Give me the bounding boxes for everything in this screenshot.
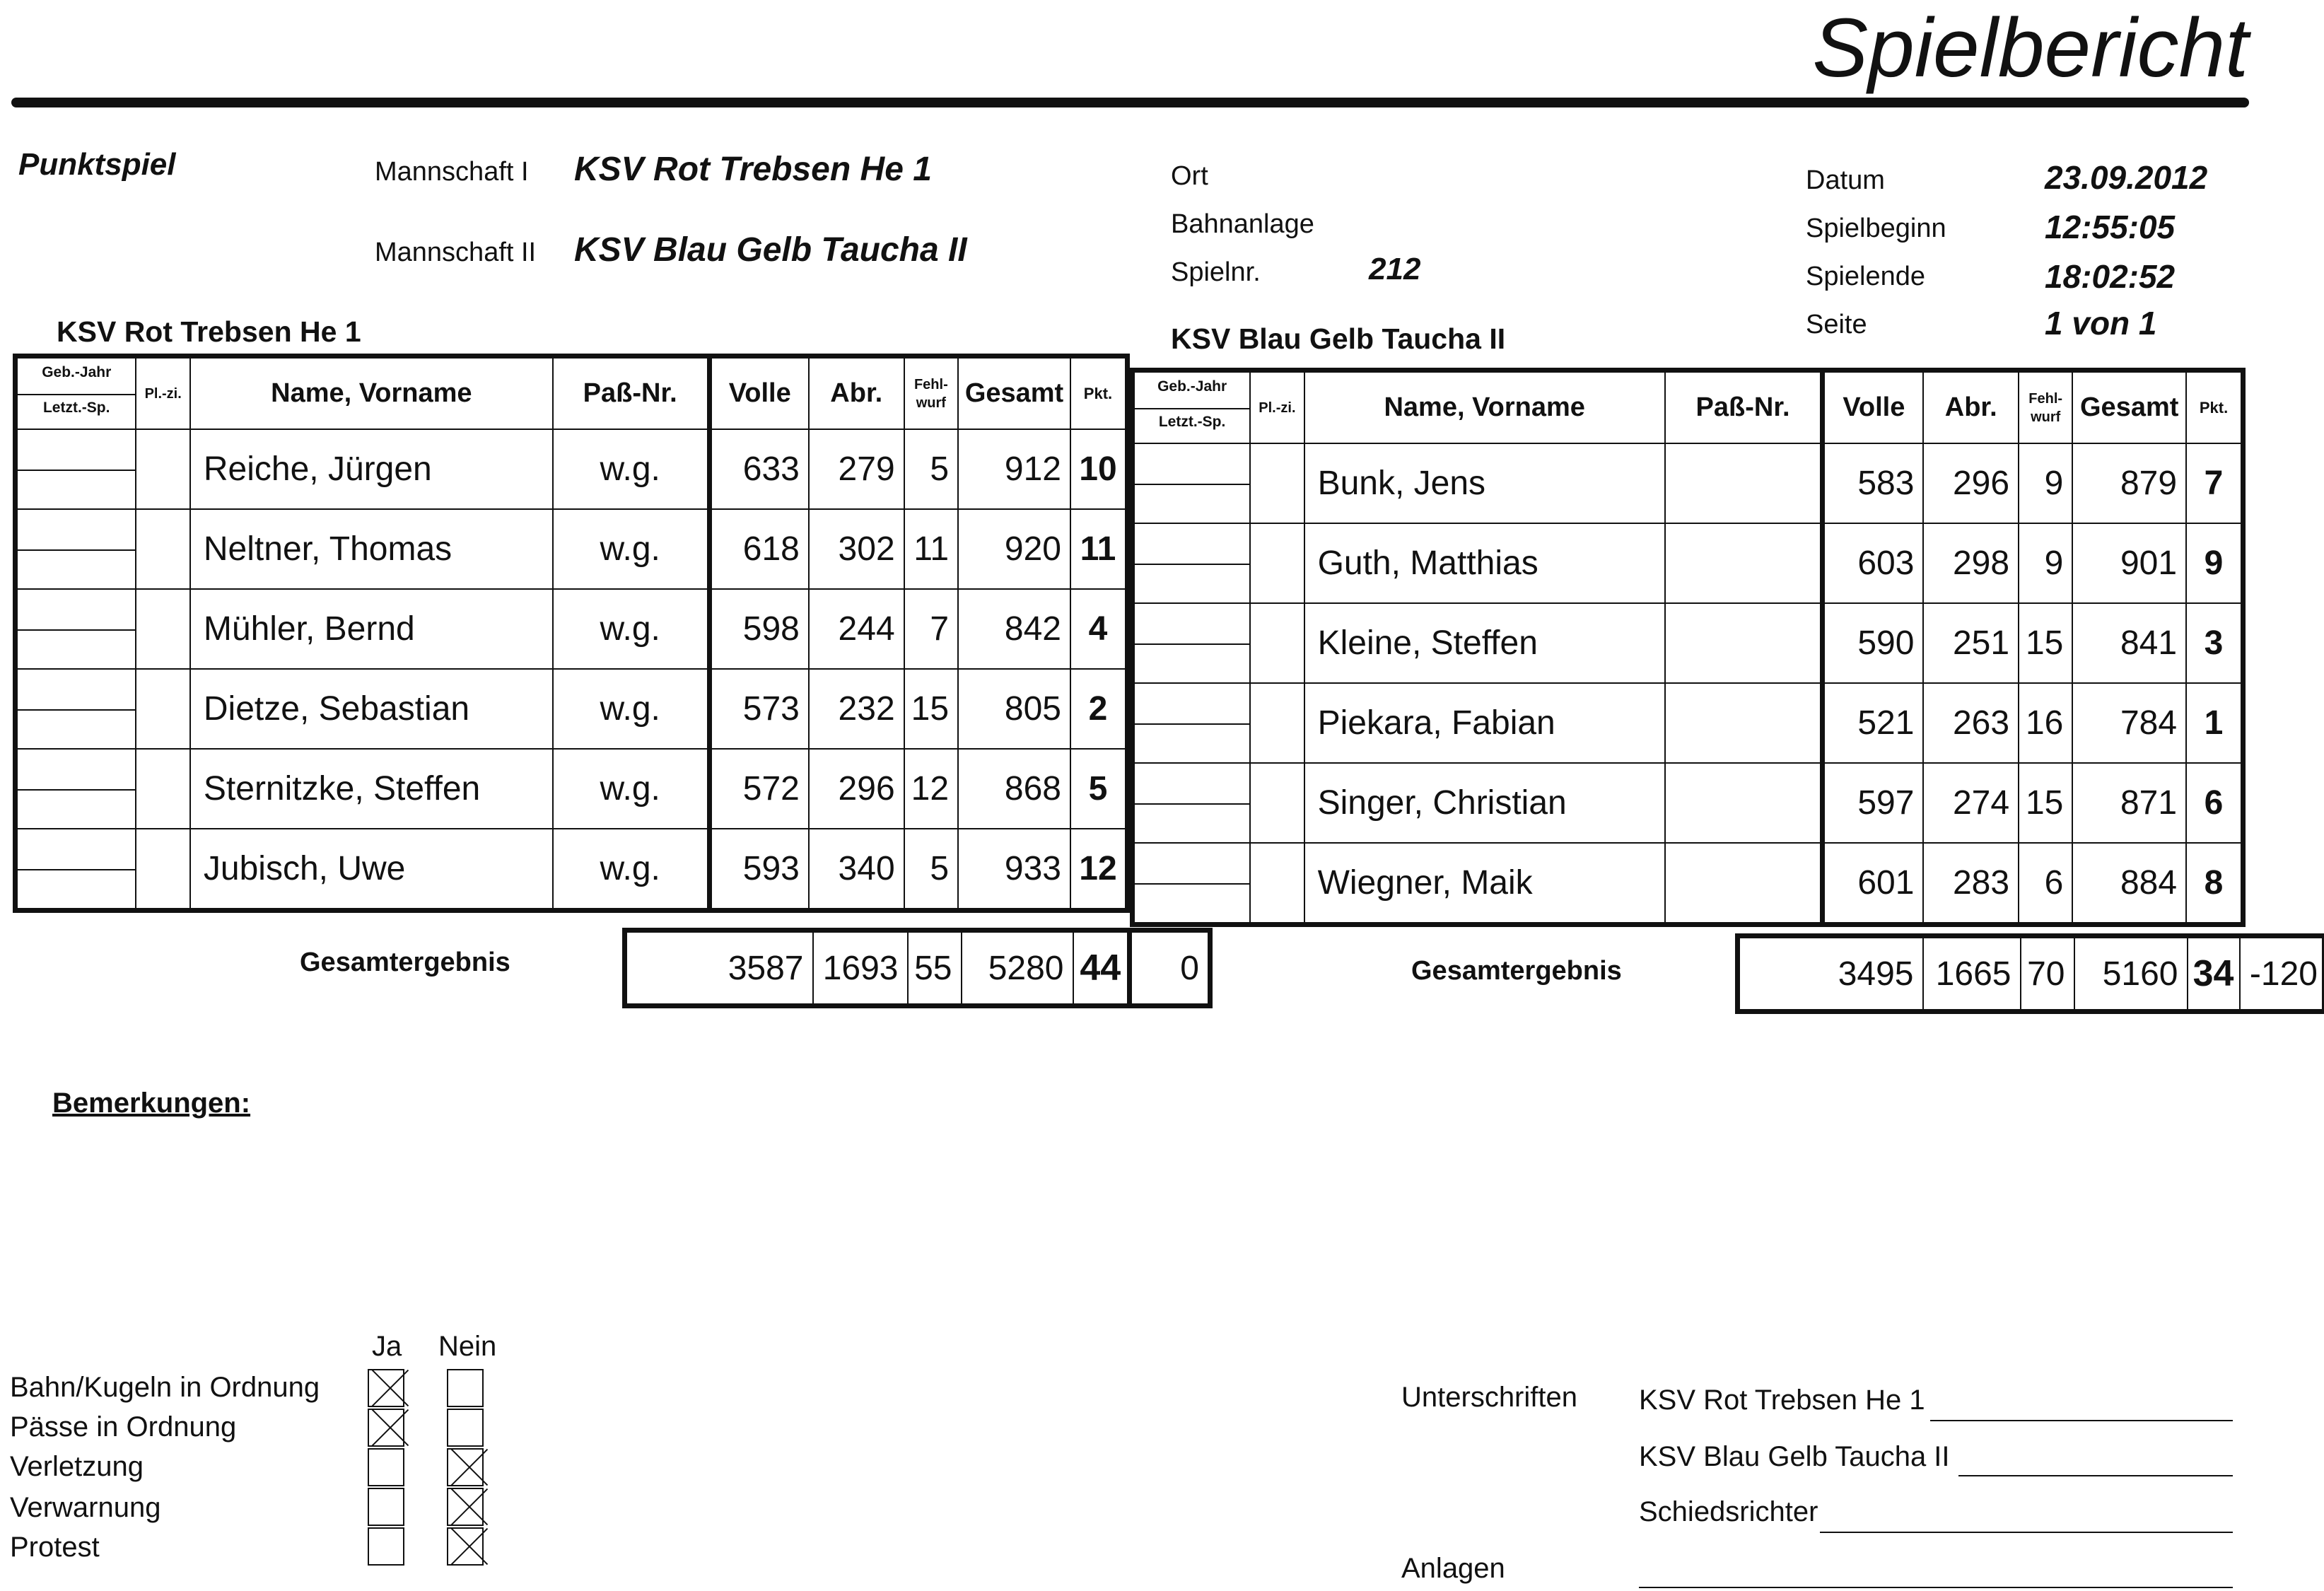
signature-team2-line[interactable] <box>1958 1475 2233 1476</box>
gesamt-value: 784 <box>2072 683 2186 763</box>
datum-value: 23.09.2012 <box>2045 159 2208 196</box>
spielbeginn-label: Spielbeginn <box>1806 214 1946 243</box>
geb-cell <box>1133 603 1251 683</box>
geb-jahr-header: Geb.-Jahr Letzt.-Sp. <box>16 356 136 430</box>
abr-value: 283 <box>1923 843 2019 925</box>
player-name: Neltner, Thomas <box>190 509 553 589</box>
away-total-fehl: 70 <box>2021 936 2074 1012</box>
geb-cell <box>1133 683 1251 763</box>
name-header: Name, Vorname <box>1304 371 1665 444</box>
player-name: Jubisch, Uwe <box>190 829 553 911</box>
away-total-gesamt: 5160 <box>2074 936 2188 1012</box>
pl-cell <box>1250 523 1304 603</box>
abr-value: 263 <box>1923 683 2019 763</box>
team2-label: Mannschaft II <box>375 238 537 267</box>
pl-cell <box>1250 443 1304 523</box>
checkbox-protest-nein[interactable] <box>447 1527 484 1566</box>
seite-value: 1 von 1 <box>2045 305 2157 342</box>
home-total-volle: 3587 <box>625 931 813 1006</box>
volle-value: 583 <box>1823 443 1924 523</box>
gesamt-value: 868 <box>958 749 1070 829</box>
pass-nr: w.g. <box>553 829 709 911</box>
spielnr-value: 212 <box>1369 252 1421 286</box>
fehlwurf-header: Fehl-wurf <box>904 356 958 430</box>
table-row <box>16 829 1128 911</box>
pass-header: Paß-Nr. <box>553 356 709 430</box>
checkbox-bahn-ja[interactable] <box>368 1369 404 1407</box>
ja-label: Ja <box>372 1331 402 1362</box>
signature-team1-label: KSV Rot Trebsen He 1 <box>1639 1385 1925 1416</box>
table-row <box>1133 603 2243 683</box>
fehl-value: 9 <box>2019 523 2072 603</box>
abr-value: 274 <box>1923 763 2019 843</box>
pkt-value: 5 <box>1070 749 1128 829</box>
home-score-table <box>13 354 1130 913</box>
checkbox-paesse-ja[interactable] <box>368 1409 404 1447</box>
pass-nr: w.g. <box>553 589 709 669</box>
away-total-extra: -120 <box>2240 936 2324 1012</box>
seite-label: Seite <box>1806 310 1867 339</box>
away-total-pkt: 34 <box>2188 936 2240 1012</box>
away-total-abr: 1665 <box>1923 936 2021 1012</box>
pkt-value: 8 <box>2186 843 2243 925</box>
fehl-value: 16 <box>2019 683 2072 763</box>
pass-nr <box>1665 443 1823 523</box>
away-total-table <box>1735 933 2324 1014</box>
fehlwurf-header: Fehl-wurf <box>2019 371 2072 444</box>
pass-header: Paß-Nr. <box>1665 371 1823 444</box>
pkt-value: 2 <box>1070 669 1128 749</box>
pkt-value: 11 <box>1070 509 1128 589</box>
checkbox-verwarnung-ja[interactable] <box>368 1488 404 1526</box>
check-label-verwarnung: Verwarnung <box>10 1492 161 1523</box>
pl-cell <box>136 429 189 509</box>
gesamt-value: 920 <box>958 509 1070 589</box>
fehl-value: 15 <box>904 669 958 749</box>
gesamt-header: Gesamt <box>958 356 1070 430</box>
pass-nr: w.g. <box>553 429 709 509</box>
pkt-value: 3 <box>2186 603 2243 683</box>
pkt-value: 9 <box>2186 523 2243 603</box>
gesamt-value: 841 <box>2072 603 2186 683</box>
signature-referee-label: Schiedsrichter <box>1639 1496 1818 1527</box>
volle-value: 598 <box>709 589 809 669</box>
home-total-fehl: 55 <box>908 931 962 1006</box>
team1-label: Mannschaft I <box>375 157 529 187</box>
fehl-value: 15 <box>2019 603 2072 683</box>
nein-label: Nein <box>438 1331 497 1362</box>
player-name: Mühler, Bernd <box>190 589 553 669</box>
gesamt-value: 901 <box>2072 523 2186 603</box>
attachments-line[interactable] <box>1639 1587 2233 1588</box>
abr-header: Abr. <box>809 356 904 430</box>
fehl-value: 15 <box>2019 763 2072 843</box>
datum-label: Datum <box>1806 165 1885 195</box>
gesamt-value: 805 <box>958 669 1070 749</box>
pl-cell <box>136 509 189 589</box>
checkbox-verletzung-ja[interactable] <box>368 1448 404 1486</box>
pkt-value: 4 <box>1070 589 1128 669</box>
table-row <box>1133 683 2243 763</box>
gesamt-value: 842 <box>958 589 1070 669</box>
volle-value: 593 <box>709 829 809 911</box>
checkbox-verwarnung-nein[interactable] <box>447 1488 484 1526</box>
table-row <box>1133 763 2243 843</box>
pass-nr <box>1665 523 1823 603</box>
spielende-value: 18:02:52 <box>2045 258 2176 295</box>
home-total-label: Gesamtergebnis <box>300 948 510 977</box>
home-total-pkt: 44 <box>1073 931 1130 1006</box>
bahnanlage-label: Bahnanlage <box>1171 209 1314 239</box>
gesamt-value: 933 <box>958 829 1070 911</box>
fehl-value: 11 <box>904 509 958 589</box>
table-row <box>16 589 1128 669</box>
pass-nr <box>1665 603 1823 683</box>
pkt-value: 12 <box>1070 829 1128 911</box>
geb-cell <box>1133 523 1251 603</box>
abr-value: 296 <box>1923 443 2019 523</box>
signature-team2-label: KSV Blau Gelb Taucha II <box>1639 1441 1950 1472</box>
pass-nr: w.g. <box>553 749 709 829</box>
abr-value: 302 <box>809 509 904 589</box>
volle-value: 601 <box>1823 843 1924 925</box>
abr-value: 340 <box>809 829 904 911</box>
abr-value: 251 <box>1923 603 2019 683</box>
table-row <box>1133 523 2243 603</box>
volle-header: Volle <box>1823 371 1924 444</box>
fehl-value: 9 <box>2019 443 2072 523</box>
check-label-protest: Protest <box>10 1532 100 1563</box>
geb-cell <box>16 509 136 589</box>
player-name: Sternitzke, Steffen <box>190 749 553 829</box>
team1-name: KSV Rot Trebsen He 1 <box>574 151 932 188</box>
pl-cell <box>1250 603 1304 683</box>
signatures-label: Unterschriften <box>1401 1382 1577 1413</box>
team2-name: KSV Blau Gelb Taucha II <box>574 231 967 269</box>
match-type: Punktspiel <box>18 147 176 182</box>
volle-value: 590 <box>1823 603 1924 683</box>
abr-value: 244 <box>809 589 904 669</box>
name-header: Name, Vorname <box>190 356 553 430</box>
home-total-abr: 1693 <box>813 931 908 1006</box>
abr-header: Abr. <box>1923 371 2019 444</box>
checkbox-paesse-nein[interactable] <box>447 1409 484 1447</box>
geb-jahr-header: Geb.-Jahr Letzt.-Sp. <box>1133 371 1251 444</box>
player-name: Wiegner, Maik <box>1304 843 1665 925</box>
table-row <box>1133 443 2243 523</box>
gesamt-value: 912 <box>958 429 1070 509</box>
volle-value: 618 <box>709 509 809 589</box>
player-name: Singer, Christian <box>1304 763 1665 843</box>
abr-value: 279 <box>809 429 904 509</box>
abr-value: 298 <box>1923 523 2019 603</box>
table-row <box>16 749 1128 829</box>
spielbeginn-value: 12:55:05 <box>2045 209 2176 245</box>
checkbox-bahn-nein[interactable] <box>447 1369 484 1407</box>
remarks-label: Bemerkungen: <box>52 1088 251 1119</box>
volle-value: 633 <box>709 429 809 509</box>
volle-value: 603 <box>1823 523 1924 603</box>
geb-cell <box>16 429 136 509</box>
spielende-label: Spielende <box>1806 262 1926 291</box>
table-row <box>16 429 1128 509</box>
away-total-volle: 3495 <box>1738 936 1923 1012</box>
away-score-table <box>1130 368 2246 927</box>
away-total-label: Gesamtergebnis <box>1411 956 1622 986</box>
fehl-value: 7 <box>904 589 958 669</box>
player-name: Piekara, Fabian <box>1304 683 1665 763</box>
fehl-value: 12 <box>904 749 958 829</box>
pl-zi-header: Pl.-zi. <box>136 356 189 430</box>
pl-cell <box>1250 843 1304 925</box>
player-name: Reiche, Jürgen <box>190 429 553 509</box>
home-total-table <box>622 928 1213 1008</box>
pkt-header: Pkt. <box>2186 371 2243 444</box>
pl-cell <box>136 829 189 911</box>
pl-zi-header: Pl.-zi. <box>1250 371 1304 444</box>
pass-nr: w.g. <box>553 669 709 749</box>
volle-value: 521 <box>1823 683 1924 763</box>
away-team-heading: KSV Blau Gelb Taucha II <box>1171 322 1506 355</box>
geb-cell <box>1133 763 1251 843</box>
pkt-value: 10 <box>1070 429 1128 509</box>
pl-cell <box>136 669 189 749</box>
geb-cell <box>1133 443 1251 523</box>
home-total-extra: 0 <box>1130 931 1210 1006</box>
gesamt-value: 871 <box>2072 763 2186 843</box>
fehl-value: 5 <box>904 429 958 509</box>
checkbox-protest-ja[interactable] <box>368 1527 404 1566</box>
pass-nr <box>1665 763 1823 843</box>
pl-cell <box>1250 763 1304 843</box>
pkt-value: 1 <box>2186 683 2243 763</box>
gesamt-header: Gesamt <box>2072 371 2186 444</box>
pl-cell <box>1250 683 1304 763</box>
table-row <box>16 669 1128 749</box>
geb-cell <box>16 589 136 669</box>
title-divider <box>11 98 2249 107</box>
check-label-bahn: Bahn/Kugeln in Ordnung <box>10 1372 320 1403</box>
volle-header: Volle <box>709 356 809 430</box>
abr-value: 296 <box>809 749 904 829</box>
pl-cell <box>136 589 189 669</box>
player-name: Bunk, Jens <box>1304 443 1665 523</box>
check-label-paesse: Pässe in Ordnung <box>10 1411 237 1443</box>
check-label-verletzung: Verletzung <box>10 1451 144 1482</box>
home-total-gesamt: 5280 <box>962 931 1073 1006</box>
spielnr-label: Spielnr. <box>1171 257 1261 287</box>
pass-nr <box>1665 843 1823 925</box>
page-title: Spielbericht <box>1812 1 2248 95</box>
player-name: Dietze, Sebastian <box>190 669 553 749</box>
player-name: Kleine, Steffen <box>1304 603 1665 683</box>
geb-cell <box>16 669 136 749</box>
pkt-header: Pkt. <box>1070 356 1128 430</box>
table-row <box>1133 843 2243 925</box>
pkt-value: 7 <box>2186 443 2243 523</box>
geb-cell <box>1133 843 1251 925</box>
geb-cell <box>16 749 136 829</box>
pass-nr <box>1665 683 1823 763</box>
pass-nr: w.g. <box>553 509 709 589</box>
home-team-heading: KSV Rot Trebsen He 1 <box>57 315 361 348</box>
pkt-value: 6 <box>2186 763 2243 843</box>
signature-referee-line[interactable] <box>1820 1532 2233 1533</box>
checkbox-verletzung-nein[interactable] <box>447 1448 484 1486</box>
table-row <box>16 509 1128 589</box>
ort-label: Ort <box>1171 161 1208 191</box>
pl-cell <box>136 749 189 829</box>
attachments-label: Anlagen <box>1401 1553 1505 1584</box>
player-name: Guth, Matthias <box>1304 523 1665 603</box>
gesamt-value: 879 <box>2072 443 2186 523</box>
volle-value: 597 <box>1823 763 1924 843</box>
fehl-value: 5 <box>904 829 958 911</box>
geb-cell <box>16 829 136 911</box>
abr-value: 232 <box>809 669 904 749</box>
gesamt-value: 884 <box>2072 843 2186 925</box>
volle-value: 572 <box>709 749 809 829</box>
signature-team1-line[interactable] <box>1930 1420 2233 1421</box>
fehl-value: 6 <box>2019 843 2072 925</box>
volle-value: 573 <box>709 669 809 749</box>
